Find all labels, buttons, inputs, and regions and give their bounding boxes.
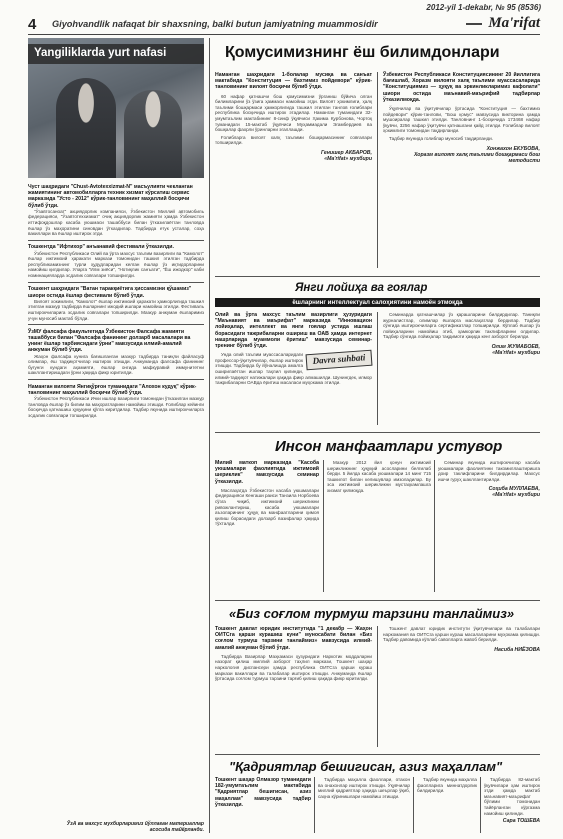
news-item-lead: Тошкент шаҳридаги "Ватан таракқиётига ҳиссамизни қўшамиз" шиори остида ёшлар фестивали бўлиб ўтди. <box>28 286 192 299</box>
stamp-label: Davra suhbati <box>312 352 366 367</box>
header-slogan: Giyohvandlik nafaqat bir shaxsning, balki butun jamiyatning muammosidir <box>52 19 378 29</box>
author-name: Генишер АКБАРОВ, <box>320 149 372 156</box>
news-item-body: Жаҳон фалсафа кунига бағишланган мазкур тадбирда таниқли файласуф олимлар, ёш тадқиқотчилар иштирок этишди. Анжуманда фалсафа фанининг бугунги кундаги аҳамияти, ёшлар онгида мафкуравий иммунитетни шакллантиришдаги ўрни ҳақида фикр юритилди. <box>28 353 204 376</box>
article-lead: Тошкент давлат юридик институтида "1 декабр — Жаҳон ОИТСга қарши курашиш куни" муносабати билан «Биз соғлом турмуш тарзини танлаймиз» мавзусида илмий-амалий анжуман бўлиб ўтди. <box>215 626 372 651</box>
article-constitution <box>215 38 540 273</box>
news-item <box>28 184 204 240</box>
column-divider <box>323 460 324 592</box>
issue-date: 2012-yil 1-dekabr, № 95 (8536) <box>426 3 541 12</box>
article-col-4 <box>484 777 540 824</box>
article-lead: Наманган шаҳридаги 1-болалар мусиқа ва санъат мактабида "Конституция — бахтимиз пойдевори" кўрик-танловининг вилоят босқичи бўлиб ўтди. <box>215 72 372 91</box>
author-name: Сара ТОШЕВА <box>502 818 540 825</box>
article-body: Унда олий таълим муассасаларидаги профессор-ўқитувчилар, ёшлар иштирок этишди. Тадбирда бу йўналишда амалга оширилаётган ишлар таҳлил қилинди, илмий-тадқиқот натижалари ҳақида фикр алмашилди. Шунингдек, илмор тажрибаларни ОАВда ёритиш масаласи муҳокама этилди. <box>215 352 372 386</box>
article-subtitle: ёшларнинг интеллектуал салоҳиятини намоён этмоқда <box>292 299 463 306</box>
article-right-col <box>438 460 540 498</box>
column-divider <box>377 626 378 747</box>
news-item-lead: Наманган вилояти Янгиқўрғон туманидаги "Алохон кудуқ" кўрик-танловининг маҳаллий босқичи бўлиб ўтди. <box>28 383 197 396</box>
divider <box>28 282 204 283</box>
article-body: Тадбирда маҳалла фаоллари, отахон ва онахонлар иштирок этишди. Ўқувчилар миллий қадриятлар ҳақида шеърлар ўқиб, саҳна кўринишлари намойиш этишди. <box>318 777 410 799</box>
article-title: «Биз соғлом турмуш тарзини танлаймиз» <box>229 606 515 621</box>
article-col-1 <box>215 777 311 808</box>
article-lead: Олий ва ўрта махсус таълим вазирлиги ҳузуридаги "Маънавият ва маърифат" марказида "Инновацион лойиҳалар, интеллект ва янги гоялар устида ишлаш борасидаги тажрибаларни ошириш ва ОАВ ҳамда интернет нашрларида муаммоли ёритиш" мавзусида семинар-тренинг бўлиб ўтди. <box>215 312 372 350</box>
news-item-body: Ўзбекистон Республикаси Ички ишлар вазирлиги томонидан ўтказилган мазкур танловда ёшлар ўз билим ва маҳоратларини намойиш этишди. Ғолиблар кейинги босқичда қатнашиш ҳуқуқини қўлга киритдилар. Тадбир якунида иштирокчиларга эсдалик совғалари топширилди. <box>28 396 204 418</box>
left-column <box>28 38 204 833</box>
section-divider <box>215 600 540 601</box>
article-body: Семинар якунида иштирокчилар касаба уюшмалари фаолиятини такомиллаштиришга доир таклифларини билдирдилар. Махсус ишчи гуруҳ шакллантирилди. <box>438 460 540 482</box>
left-column-photo <box>28 38 204 178</box>
news-item-body: Ўзбекистон Республикаси Олий ва ўрта махсус таълим вазирлиги ва "Камолот" ёшлар ижтимоий ҳаракати маркази томонидан ташкил этилган тадбирда республикамизнинг турли ҳудудларидан келган ёшлар ўз иқтидорларини намойиш қилдилар. Уларга "Илм зиёси", "Нотиқлик санъати", "Ёш ижодкор" каби номинацияларда эсдалик совғалари топширилди. <box>28 250 204 279</box>
article-body: Мазкур 2012 йил қонун ижтимоий шерикликнинг ҳуқуқий асосларини белгилаб берди. 5 йилда касаба уюшмалари 14 минг 715 ташкилот билан келишувлар имзоладилар. Бу эса ижтимоий шерикликни мустаҳкамлашга хизмат қилмоқда. <box>327 460 431 493</box>
article-right-col <box>383 626 540 653</box>
left-column-footer: ЎзА ва махсус мухбирларимиз йўллаган материаллар асосида тайёрланди. <box>66 821 204 833</box>
page-header <box>28 14 540 35</box>
article-title: Инсон манфаатлари устувор <box>275 438 503 455</box>
news-item-lead: ЎзМУ фалсафа факультетида Ўзбекистон Фалсафа жамияти ташаббуси билан "Фалсафа фанининг долзарб масалалари ва унинг ёшлар тарбиясидаги ўрни" мавзусида илмий-амалий анжуман бўлиб ўтди. <box>28 328 191 354</box>
news-item-lead: Чуст шаҳридаги "Chust-Avtotexxizmat-N" масъулияти чекланган жамиятининг автомобилларга техник хизмат кўрсатиш сервис марказида "Усто - 2012" кўрик-танловининг маҳаллий босқичи бўлиб ўтди. <box>28 184 193 209</box>
column-divider <box>377 312 378 425</box>
author-role: «Ma'rifat» мухбири <box>492 349 540 356</box>
section-divider <box>215 754 540 755</box>
column-divider <box>480 777 481 833</box>
article-body: Маслаҳатда Ўзбекистон касаба уюшмалари федерацияси Кенгаши раиси Танзила Норбоева сўзга чиқиб, ижтимоий шерикликни ривожлантириш, касаба уюшмалари аъзоларининг ҳуқуқ ва манфаатларини ҳимоя қилиш борасидаги долзарб вазифалар ҳақида тўхталди. <box>215 487 319 527</box>
divider <box>28 240 204 241</box>
photo-subject <box>56 78 116 178</box>
news-item <box>28 286 204 324</box>
article-body: Тошкент давлат юридик институти ўқитувчилари ва талабалари наркомания ва ОИТСга қарши кураш масалаларини муҳокама қилишди. Тадбир давомида кўплаб саволларга жавоб берилди. <box>383 626 540 643</box>
article-lead: Тошкент шаҳар Олмазор туманидаги 182-умумтаълим мактабида "Қадриятлар бешигисан, азиз маҳаллам" мавзусида тадбир ўтказилди. <box>215 777 311 808</box>
section-divider <box>215 276 540 277</box>
photo-subject <box>124 90 182 178</box>
article-mid-col <box>327 460 431 494</box>
newspaper-name: Ma'rifat <box>488 15 540 31</box>
article-left-col <box>215 626 372 682</box>
news-item-lead: Тошкентда "Ифтихор" анъанавий фестивали ўтказилди. <box>28 244 174 251</box>
article-subtitle-banner <box>215 298 540 307</box>
article-title: Янги лойиҳа ва гоялар <box>295 282 428 294</box>
news-item-body: "Ўзавтосаноат" акциядорлик компанияси, Ўзбекистон Миллий автомобиль федерацияси, "Ўзавтотеххизмат" очиқ акциядорлик жамияти ҳамда Ўзбекистон иттифоқдошлар касаба уюшмаси ташаббуси билан ўтказилаётган танловда ёшлар ўз маҳоратини синовдан ўтказдилар. Тадбирда етук усталар, соҳа вакиллари ва ёшлар иштирок этди. <box>28 208 204 237</box>
left-column-title: Yangiliklarda yurt nafasi <box>34 47 167 59</box>
article-mahalla-values <box>215 758 540 835</box>
article-col-2 <box>318 777 410 799</box>
article-col-3 <box>417 777 477 794</box>
article-left-col <box>215 460 319 527</box>
article-body: Тадбир якунида маҳалла фаолларига миннатдорлик билдирилди. <box>417 777 477 794</box>
article-healthy-lifestyle <box>215 604 540 752</box>
column-divider <box>314 777 315 833</box>
author-role: «Ma'rifat» мухбири <box>324 155 372 162</box>
article-body: Тадбир якунида голиблар муносиб тақдирланди. <box>389 135 494 141</box>
news-item <box>28 384 204 419</box>
article-body: Ғолибларга вилоят халқ таълими бошқармасининг совғалари топширилди. <box>215 134 372 146</box>
author-name: Соҳиба МУЛЛАЕВА, <box>488 486 540 493</box>
article-lead: Милий маткоп марказида "Касоба уюшмалари фаолиятида ижтимоий шериклик" мавзусида семинар ўтказилди. <box>215 460 319 485</box>
section-divider <box>215 432 540 433</box>
news-item <box>28 244 204 282</box>
page-number: 4 <box>28 16 37 33</box>
article-right-col <box>383 312 540 356</box>
article-human-interests <box>215 436 540 598</box>
left-news-list <box>28 184 204 422</box>
divider <box>28 324 204 325</box>
article-lead: Ўзбекистон Республикаси Конституциясининг 20 йиллигига бағишлаб, Хоразм вилояти халқ таълими муассасаларида "Конституциямиз — ҳуқуқ ва эркинликларимиз кафолати" шиори остида маънавий-маърифий тадбирлар ўтказилмоқда. <box>383 72 540 103</box>
news-item <box>28 329 204 380</box>
column-divider <box>209 38 210 833</box>
column-divider <box>377 72 378 268</box>
article-body: Тадбирда 82-мактаб ўқувчилари ҳам иштирок этди ҳамда мактаб маънавият-маърифат бўлими томонидан тайёрланган кўргазма намойиш қилинди. <box>484 777 540 816</box>
article-left-col <box>215 312 372 386</box>
article-title: Қомусимизнинг ёш билимдонлари <box>225 44 500 61</box>
article-text-wrap <box>215 352 372 386</box>
article-title: "Қадриятлар бешигисан, азиз маҳаллам" <box>229 759 503 774</box>
news-item-body: Вилоят хокимлиги, "Камолот" ёшлар ижтимоий ҳаракати ҳамкорлигида ташкил этилган мазкур тадбирда ёшларнинг ижодий ишлари намойиш этилди. Фестиваль иштирокчиларига эсдалик совғалари топширилди. Мазкур анжуман ёшларимиз учун муносиб мактаб бўлди. <box>28 298 204 321</box>
article-right-col <box>383 72 540 164</box>
divider <box>28 379 204 380</box>
article-body: Ўқувчилар ва ўқитувчилар ўртасида "Конституция — бахтимиз пойдевори" кўрик-танлови, "Бош қомус" мавзусида викторина ҳамда мушоиралар ташкил этилди. Танловнинг 1-босқичида 173468 нафар ўқувчи, 3256 нафар ўқитувчи қатнашгани қайд этилди. Ғолиблар вилоят ҳокимлиги томонидан тақдирланди. <box>383 106 540 134</box>
column-divider <box>434 460 435 592</box>
author-role: Хоразм вилоят халқ таълими бошқармаси бош методисти <box>414 151 540 164</box>
author-role: «Ma'rifat» мухбири <box>492 492 540 499</box>
column-divider <box>413 777 414 833</box>
article-new-projects <box>215 280 540 430</box>
title-banner <box>28 44 204 64</box>
author-name: Хонжахон ЕКУБОВА, <box>486 145 540 152</box>
article-left-col <box>215 72 372 162</box>
article-body: Тадбирда Вазирлар Маҳкамаси ҳузуридаги Наркотик моддаларни назорат қилиш миллий ахборот таҳлил маркази, Тошкент шаҳар наркология диспансери ҳамда республика ОИТСга қарши кураш маркази вакиллари ва талабалар иштирок этишди. Анжуманда ёшлар ўртасида соғлом турмуш тарзини тарғиб қилиш ҳақида фикр юритилди. <box>215 653 372 682</box>
author-name: Насиба НИЁЗОВА <box>494 646 540 653</box>
article-body: 60 нафар қатнашчи бош қомусимизни ўрганиш бўйича олган билимларини ўз ўзига ҳаммаси намойиш этди. Вилоят ҳокимлиги, ҳалқ таълими бошқармаси ҳамкорлигида ташкил этилган танлов ғолиблари республика босқичида иштирок этадилар. Наманган туманидаги 32-умумтаълим мактабининг 8-синф ўқувчиси Ҳакима Қурбонова, Чортоқ туманидаги 15-мактаб ўқувчиси Муҳаммадали Эгамбердиев ва бошқалар фахрли ўринларни эгаллашди. <box>215 93 372 133</box>
article-body: Семинарда қатнашчилар ўз қарашларини билдирдилар. Таниқли журналистлар, олимлар ёшларга маслаҳатлар бердилар. Тадбир сўнгида иштирокчиларга сертификатлар топширилди. Кўплаб ёшлар ўз лойиҳаларини намойиш этиб, ҳамкорлик таклифларини олдилар. Тадбир сўнгида лойиҳалар тақдимоти ҳақида кенг ахборот берилди. <box>383 312 540 340</box>
author-name: Олим ЖУМАБОЕВ, <box>491 343 540 350</box>
